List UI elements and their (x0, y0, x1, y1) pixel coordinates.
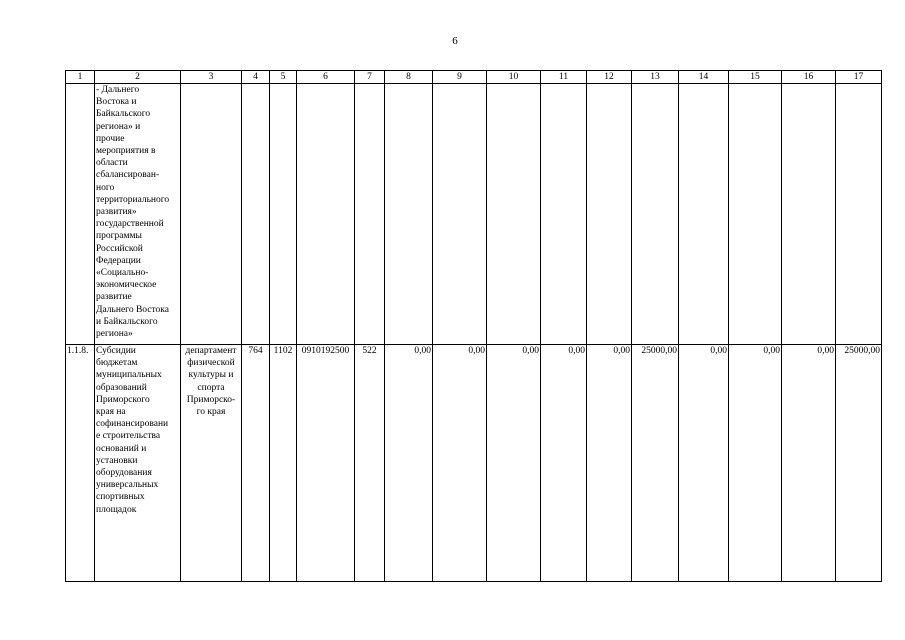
cell-c9: 0,00 (433, 345, 487, 582)
cell-c6 (297, 84, 355, 345)
column-header: 13 (632, 71, 679, 84)
measure-name: - Дальнего Востока и Байкальского региона» и прочие мероприятия в области сбалансирован- ного территориального развития» государственной программы Российской Федерации «Социально- экономическое развитие Дальнего Востока и Байкальского региона» (95, 84, 181, 345)
cell-c14: 0,00 (679, 345, 729, 582)
column-header: 8 (385, 71, 433, 84)
cell-c12: 0,00 (587, 345, 632, 582)
cell-c5 (270, 84, 297, 345)
column-header: 17 (836, 71, 882, 84)
cell-c11 (541, 84, 587, 345)
column-header: 5 (270, 71, 297, 84)
table-row (66, 345, 882, 582)
cell-c7: 522 (355, 345, 385, 582)
column-header: 3 (181, 71, 242, 84)
cell-c15 (729, 84, 782, 345)
column-header: 6 (297, 71, 355, 84)
column-header: 9 (433, 71, 487, 84)
cell-c10 (487, 84, 541, 345)
cell-c6: 0910192500 (297, 345, 355, 582)
column-header: 4 (242, 71, 270, 84)
page-number: 6 (452, 35, 458, 47)
cell-c4 (242, 84, 270, 345)
cell-c13 (632, 84, 679, 345)
column-header: 15 (729, 71, 782, 84)
cell-c17 (836, 84, 882, 345)
cell-c7 (355, 84, 385, 345)
measure-name: Субсидии бюджетам муниципальных образований Приморского края на софинансировани е строительства оснований и установки оборудования универсальных спортивных площадок (95, 345, 181, 582)
budget-table (65, 70, 882, 582)
cell-c8: 0,00 (385, 345, 433, 582)
cell-c17: 25000,00 (836, 345, 882, 582)
column-header: 14 (679, 71, 729, 84)
column-header: 2 (95, 71, 181, 84)
cell-c13: 25000,00 (632, 345, 679, 582)
responsible-department (181, 84, 242, 345)
cell-c10: 0,00 (487, 345, 541, 582)
cell-c14 (679, 84, 729, 345)
cell-c16: 0,00 (782, 345, 836, 582)
row-number: 1.1.8. (66, 345, 95, 582)
responsible-department: департамент физической культуры и спорта Приморско- го края (181, 345, 242, 582)
column-header: 10 (487, 71, 541, 84)
cell-c12 (587, 84, 632, 345)
cell-c8 (385, 84, 433, 345)
cell-c4: 764 (242, 345, 270, 582)
cell-c5: 1102 (270, 345, 297, 582)
column-header: 1 (66, 71, 95, 84)
column-header: 11 (541, 71, 587, 84)
header-row (66, 71, 882, 84)
column-header: 16 (782, 71, 836, 84)
cell-c15: 0,00 (729, 345, 782, 582)
cell-c11: 0,00 (541, 345, 587, 582)
row-number (66, 84, 95, 345)
table-row (66, 84, 882, 345)
column-header: 7 (355, 71, 385, 84)
cell-c16 (782, 84, 836, 345)
column-header: 12 (587, 71, 632, 84)
cell-c9 (433, 84, 487, 345)
